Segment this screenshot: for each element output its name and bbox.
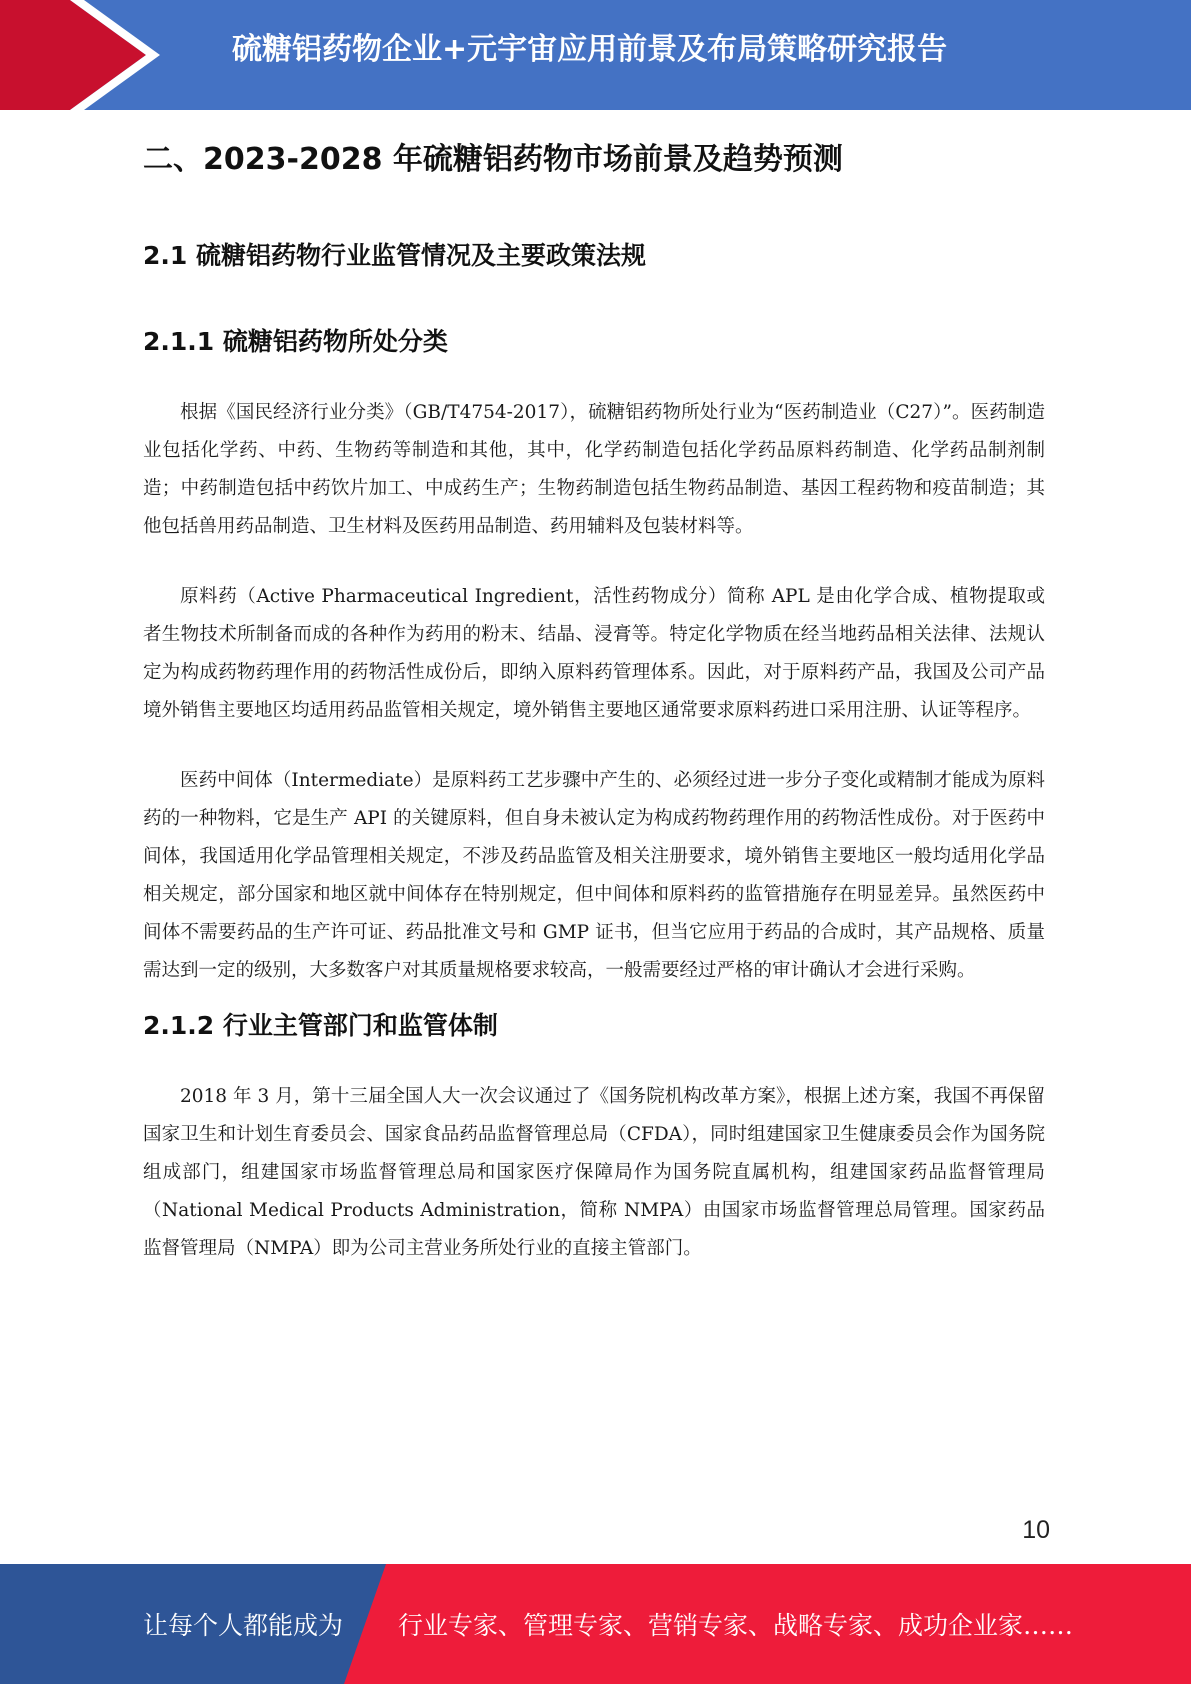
paragraph-regulatory-authority: 2018 年 3 月，第十三届全国人大一次会议通过了《国务院机构改革方案》，根据上述方案，我国不再保留国家卫生和计划生育委员会、国家食品药品监督管理总局（CFDA），同时组建国家卫生健康委员会作为国务院组成部门，组建国家市场监督管理总局和国家医疗保障局作为国务院直属机构，组建国家药品监督管理局（National Medical Products Administration，简称 NMPA）由国家市场监督管理总局管理。国家药品监督管理局（NMPA）即为公司主营业务所处行业的直接主管部门。 [143, 1086, 1045, 1259]
page-header [0, 0, 1191, 110]
paragraph-intermediate-definition: 医药中间体（Intermediate）是原料药工艺步骤中产生的、必须经过进一步分子变化或精制才能成为原料药的一种物料，它是生产 API 的关键原料，但自身未被认定为构成药物药理作用的药物活性成份。对于医药中间体，我国适用化学品管理相关规定，不涉及药品监管及相关注册要求，境外销售主要地区一般均适用化学品相关规定，部分国家和地区就中间体存在特别规定，但中间体和原料药的监管措施存在明显差异。虽然医药中间体不需要药品的生产许可证、药品批准文号和 GMP 证书，但当它应用于药品的合成时，其产品规格、质量需达到一定的级别，大多数客户对其质量规格要求较高，一般需要经过严格的审计确认才会进行采购。 [143, 770, 1045, 981]
document-body [143, 138, 1045, 1300]
paragraph-industry-classification: 根据《国民经济行业分类》（GB/T4754-2017），硫糖铝药物所处行业为“医药制造业（C27）”。医药制造业包括化学药、中药、生物药等制造和其他，其中，化学药制造包括化学药品原料药制造、化学药品制剂制造；中药制造包括中药饮片加工、中成药生产；生物药制造包括生物药品制造、基因工程药物和疫苗制造；其他包括兽用药品制造、卫生材料及医药用品制造、药用辅料及包装材料等。 [143, 402, 1045, 537]
page-footer [0, 1564, 1191, 1684]
footer-slogan-left: 让每个人都能成为 [143, 1611, 344, 1640]
section-heading-2-1-1: 2.1.1 硫糖铝药物所处分类 [143, 327, 448, 356]
chapter-title: 二、2023-2028 年硫糖铝药物市场前景及趋势预测 [143, 142, 843, 177]
footer-slogan-right: 行业专家、管理专家、营销专家、战略专家、成功企业家…… [398, 1611, 1074, 1640]
section-heading-2-1: 2.1 硫糖铝药物行业监管情况及主要政策法规 [143, 241, 646, 270]
report-title: 硫糖铝药物企业+元宇宙应用前景及布局策略研究报告 [232, 32, 948, 67]
page-number: 10 [1022, 1516, 1050, 1544]
section-heading-2-1-2: 2.1.2 行业主管部门和监管体制 [143, 1011, 498, 1040]
paragraph-api-definition: 原料药（Active Pharmaceutical Ingredient，活性药物成分）简称 APL 是由化学合成、植物提取或者生物技术所制备而成的各种作为药用的粉末、结晶、浸膏等。特定化学物质在经当地药品相关法律、法规认定为构成药物药理作用的药物活性成份后，即纳入原料药管理体系。因此，对于原料药产品，我国及公司产品境外销售主要地区均适用药品监管相关规定，境外销售主要地区通常要求原料药进口采用注册、认证等程序。 [143, 586, 1045, 721]
